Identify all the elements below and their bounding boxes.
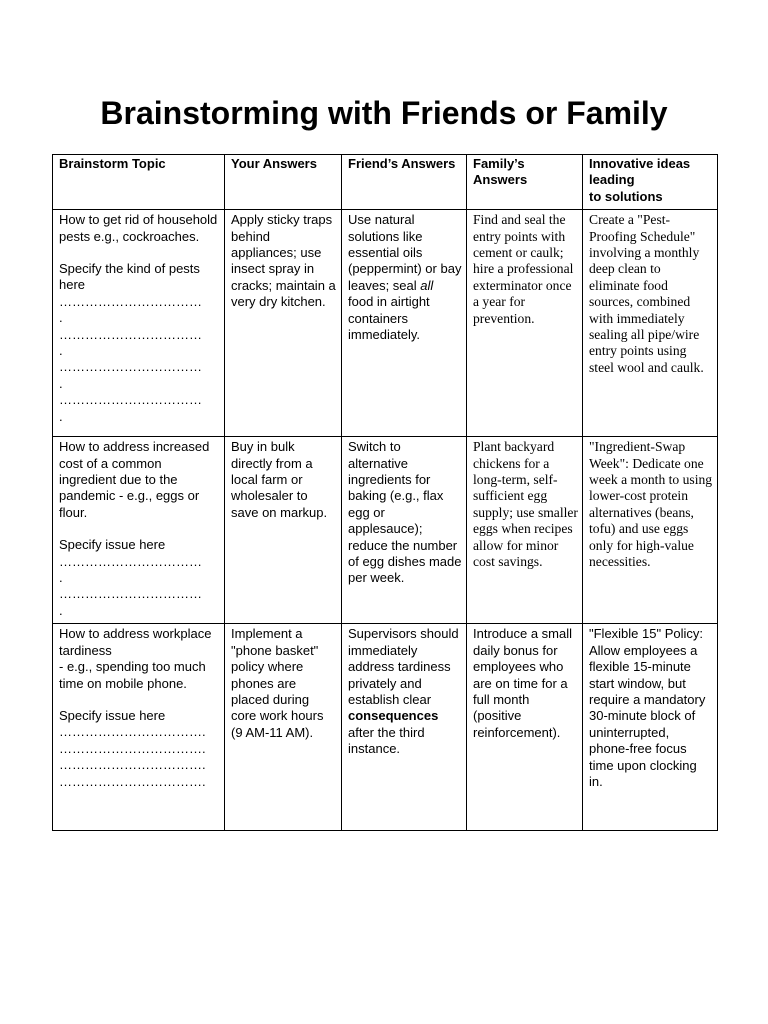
friend-text: Supervisors should immediately address tardiness privately and establish clear [348,626,459,707]
table-row [53,210,718,437]
dotted-line[interactable]: ……………………………. [59,740,206,756]
dotted-line[interactable]: ……………………………. [59,773,206,789]
dotted-line[interactable]: …………………………… [59,326,202,342]
innovative-cell: Create a "Pest-Proofing Schedule" involving a monthly deep clean to eliminate food sources, combined with immediately sealing all pipe/wire entry points using steel wool and caulk. [583,210,718,437]
dotted-line-end: . [59,602,63,618]
header-innovative-line2: to solutions [589,188,663,204]
header-topic: Brainstorm Topic [53,155,225,210]
your-answer-cell: Implement a "phone basket" policy where phones are placed during core work hours (9 AM-11 AM). [225,624,342,831]
topic-text: How to address increased cost of a common ingredient due to the pandemic - e.g., eggs or flour. [59,439,210,520]
specify-text: Specify issue here [59,537,166,553]
friend-text: food in airtight containers immediately. [348,294,430,343]
family-answer-cell: Introduce a small daily bonus for employees who are on time for a full month (positive reinforcement). [467,624,583,831]
friend-emphasis: all [420,277,434,293]
brainstorm-table [52,154,718,831]
your-answer-cell: Apply sticky traps behind appliances; use insect spray in cracks; maintain a very dry kitchen. [225,210,342,437]
header-family-answers: Family’s Answers [467,155,583,210]
innovative-cell: "Ingredient-Swap Week": Dedicate one week a month to using lower-cost protein alternatives (beans, tofu) and use eggs only for high-value necessities. [583,437,718,624]
header-innovative [583,155,718,210]
dotted-line[interactable]: …………………………… [59,392,202,408]
dotted-line[interactable]: ……………………………. [59,757,206,773]
dotted-line[interactable]: ……………………………. [59,724,206,740]
specify-text: Specify the kind of pests here [59,261,200,293]
dotted-line-end: . [59,408,63,424]
topic-cell [53,210,225,437]
page-title: Brainstorming with Friends or Family [100,95,668,131]
header-innovative-line1: Innovative ideas leading [589,156,691,188]
dotted-line-end: . [59,343,63,359]
topic-text: How to address workplace tardiness [59,626,212,658]
family-answer-cell: Find and seal the entry points with cement or caulk; hire a professional exterminator once a year for prevention. [467,210,583,437]
friend-text: after the third instance. [348,724,425,757]
topic-text: - e.g., spending too much time on mobile phone. [59,659,206,691]
friend-answer-cell [342,624,467,831]
dotted-line-end: . [59,570,63,586]
dotted-line-end: . [59,375,63,391]
innovative-cell: "Flexible 15" Policy: Allow employees a flexible 15-minute start window, but require a mandatory 30-minute block of uninterrupted, phone-free focus time upon clocking in. [583,624,718,831]
friend-emphasis: consequences [348,708,439,724]
topic-cell [53,624,225,831]
dotted-line[interactable]: …………………………… [59,359,202,375]
friend-answer-cell [342,210,467,437]
friend-answer-cell: Switch to alternative ingredients for baking (e.g., flax egg or applesauce); reduce the number of egg dishes made per week. [342,437,467,624]
your-answer-cell: Buy in bulk directly from a local farm or wholesaler to save on markup. [225,437,342,624]
specify-text: Specify issue here [59,707,166,723]
dotted-line-end: . [59,310,63,326]
dotted-line[interactable]: …………………………… [59,293,202,309]
friend-text: Use natural solutions like essential oils (peppermint) or bay leaves; seal [348,212,462,293]
header-your-answers: Your Answers [225,155,342,210]
family-answer-cell: Plant backyard chickens for a long-term, self-sufficient egg supply; use smaller eggs when recipes allow for minor cost savings. [467,437,583,624]
table-row [53,624,718,831]
dotted-line[interactable]: …………………………… [59,586,202,602]
header-friend-answers: Friend’s Answers [342,155,467,210]
topic-text: How to get rid of household pests e.g., cockroaches. [59,212,218,244]
topic-cell [53,437,225,624]
header-row [53,155,718,210]
table-row [53,437,718,624]
dotted-line[interactable]: …………………………… [59,553,202,569]
